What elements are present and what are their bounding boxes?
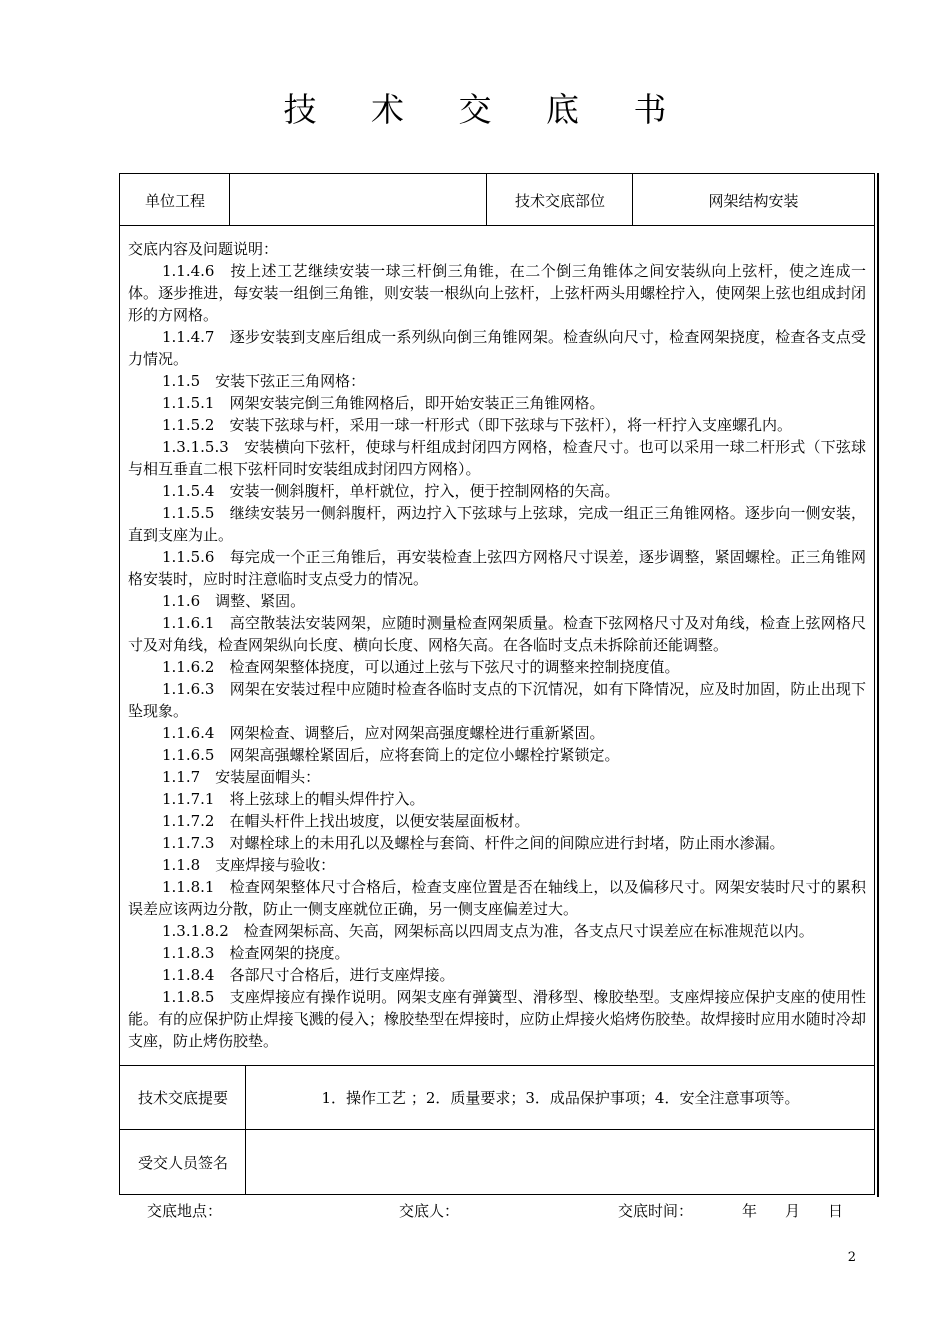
paragraph: 1.1.8 支座焊接与验收： <box>162 856 336 874</box>
summary-label: 技术交底提要 <box>137 1089 228 1107</box>
briefing-person-label: 交底人： <box>399 1202 460 1220</box>
month-label: 月 <box>785 1202 801 1220</box>
paragraph: 1.1.6.4 网架检查、调整后，应对网架高强度螺栓进行重新紧固。 <box>162 724 605 742</box>
briefing-table <box>119 173 875 1195</box>
signature-field[interactable] <box>247 1130 874 1194</box>
content-body <box>128 260 866 1052</box>
paragraph: 1.3.1.8.2 检查网架标高、矢高，网架标高以四周支点为准，各支点尺寸误差应在标准规范以内。 <box>162 922 814 940</box>
paragraph: 1.1.5.2 安装下弦球与杆，采用一球一杆形式（即下弦球与下弦杆），将一杆拧入支座螺孔内。 <box>162 416 792 434</box>
content-heading: 交底内容及问题说明： <box>128 240 279 258</box>
paragraph: 1.1.4.6 按上述工艺继续安装一球三杆倒三角锥，在二个倒三角锥体之间安装纵向上弦杆，使之连成一体。逐步推进，每安装一组倒三角锥，则安装一根纵向上弦杆，上弦杆两头用螺栓拧入，使网架上弦也组成封闭形的方网格。 <box>128 262 866 324</box>
paragraph: 1.1.4.7 逐步安装到支座后组成一系列纵向倒三角锥网架。检查纵向尺寸，检查网架挠度，检查各支点受力情况。 <box>128 328 866 368</box>
unit-project-value[interactable] <box>230 174 487 226</box>
paragraph: 1.1.5 安装下弦正三角网格： <box>162 372 366 390</box>
paragraph: 1.1.5.4 安装一侧斜腹杆，单杆就位，拧入，便于控制网格的矢高。 <box>162 482 620 500</box>
table-border-shadow <box>877 173 879 1197</box>
paragraph: 1.1.8.1 检查网架整体尺寸合格后，检查支座位置是否在轴线上，以及偏移尺寸。网架安装时尺寸的累积误差应该两边分散，防止一侧支座就位正确，另一侧支座偏差过大。 <box>128 878 866 918</box>
paragraph: 1.1.5.1 网架安装完倒三角锥网格后，即开始安装正三角锥网格。 <box>162 394 605 412</box>
year-label: 年 <box>742 1202 758 1220</box>
day-label: 日 <box>828 1202 844 1220</box>
paragraph: 1.1.6.2 检查网架整体挠度，可以通过上弦与下弦尺寸的调整来控制挠度值。 <box>162 658 680 676</box>
divider <box>120 225 874 226</box>
paragraph: 1.1.6.1 高空散装法安装网架，应随时测量检查网架质量。检查下弦网格尺寸及对角线，检查上弦网格尺寸及对角线，检查网架纵向长度、横向长度、网格矢高。在各临时支点未拆除前还能调整。 <box>128 614 866 654</box>
paragraph: 1.1.8.3 检查网架的挠度。 <box>162 944 350 962</box>
briefing-location-label: 交底地点： <box>147 1202 223 1220</box>
paragraph: 1.3.1.5.3 安装横向下弦杆，使球与杆组成封闭四方网格，检查尺寸。也可以采用一球二杆形式（下弦球与相互垂直二根下弦杆同时安装组成封闭四方网格）。 <box>128 438 866 478</box>
paragraph: 1.1.6.3 网架在安装过程中应随时检查各临时支点的下沉情况，如有下降情况，应及时加固，防止出现下坠现象。 <box>128 680 866 720</box>
paragraph: 1.1.6 调整、紧固。 <box>162 592 306 610</box>
paragraph: 1.1.7 安装屋面帽头： <box>162 768 321 786</box>
paragraph: 1.1.7.1 将上弦球上的帽头焊件拧入。 <box>162 790 425 808</box>
briefing-part-label: 技术交底部位 <box>514 191 605 210</box>
briefing-part-value: 网架结构安装 <box>708 191 799 210</box>
paragraph: 1.1.8.4 各部尺寸合格后，进行支座焊接。 <box>162 966 455 984</box>
paragraph: 1.1.8.5 支座焊接应有操作说明。网架支座有弹簧型、滑移型、橡胶垫型。支座焊接应保护支座的使用性能。有的应保护防止焊接飞溅的侵入；橡胶垫型在焊接时，应防止焊接火焰烤伤胶垫。故焊接时应用水随时冷却支座，防止烤伤胶垫。 <box>128 988 866 1050</box>
paragraph: 1.1.7.2 在帽头杆件上找出坡度，以便安装屋面板材。 <box>162 812 530 830</box>
paragraph: 1.1.5.6 每完成一个正三角锥后，再安装检查上弦四方网格尺寸误差，逐步调整，紧固螺栓。正三角锥网格安装时，应时时注意临时支点受力的情况。 <box>128 548 866 588</box>
paragraph: 1.1.6.5 网架高强螺栓紧固后，应将套筒上的定位小螺栓拧紧锁定。 <box>162 746 620 764</box>
paragraph: 1.1.5.5 继续安装另一侧斜腹杆，两边拧入下弦球与上弦球，完成一组正三角锥网格。逐步向一侧安装，直到支座为止。 <box>128 504 866 544</box>
briefing-time-label: 交底时间： <box>618 1202 694 1220</box>
document-title: 技 术 交 底 书 <box>283 90 689 129</box>
summary-value: 1．操作工艺 ；2．质量要求；3．成品保护事项；4．安全注意事项等。 <box>321 1089 800 1107</box>
signature-label: 受交人员签名 <box>137 1153 228 1172</box>
paragraph: 1.1.7.3 对螺栓球上的未用孔以及螺栓与套筒、杆件之间的间隙应进行封堵，防止雨水渗漏。 <box>162 834 785 852</box>
page-number: 2 <box>847 1250 856 1265</box>
unit-project-label: 单位工程 <box>144 191 205 210</box>
